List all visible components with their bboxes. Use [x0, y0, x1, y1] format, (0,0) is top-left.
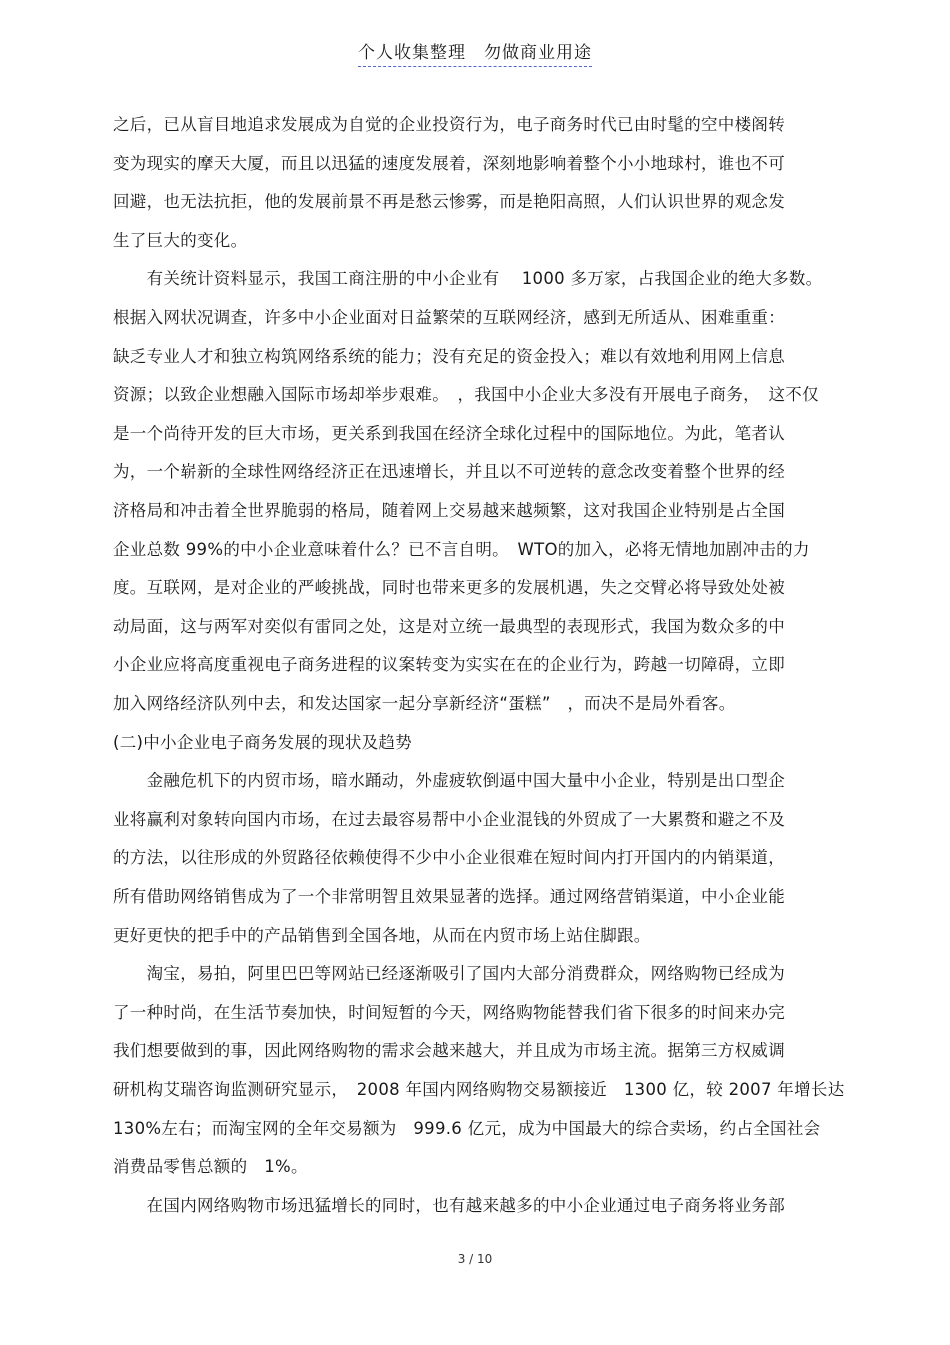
text-line: 为，一个崭新的全球性网络经济正在迅速增长，并且以不可逆转的意念改变着整个世界的经 — [113, 462, 785, 482]
text-line: 的方法，以往形成的外贸路径依赖使得不少中小企业很难在短时间内打开国内的内销渠道， — [113, 848, 785, 868]
text-line: 130%左右；而淘宝网的全年交易额为 999.6 亿元，成为中国最大的综合卖场，约占全国社会 — [113, 1118, 821, 1138]
text-line: 有关统计资料显示，我国工商注册的中小企业有 1000 多万家，占我国企业的绝大多数。 — [113, 269, 823, 289]
text-line: 了一种时尚，在生活节奏加快，时间短暂的今天，网络购物能替我们省下很多的时间来办完 — [113, 1002, 785, 1022]
text-line: 研机构艾瑞咨询监测研究显示， 2008 年国内网络购物交易额接近 1300 亿，较 2007 年增长达 — [113, 1080, 845, 1099]
text-line: 业将赢利对象转向国内市场，在过去最容易帮中小企业混钱的外贸成了一大累赘和避之不及 — [113, 809, 785, 829]
text-line: 我们想要做到的事，因此网络购物的需求会越来越大，并且成为市场主流。据第三方权威调 — [113, 1041, 785, 1061]
text-line: 所有借助网络销售成为了一个非常明智且效果显著的选择。通过网络营销渠道，中小企业能 — [113, 887, 785, 906]
text-line: 回避，也无法抗拒，他的发展前景不再是愁云惨雾，而是艳阳高照，人们认识世界的观念发 — [113, 192, 785, 212]
text-line: (二)中小企业电子商务发展的现状及趋势 — [113, 732, 413, 752]
page-number: 3 / 10 — [457, 1252, 493, 1266]
text-line: 淘宝，易拍，阿里巴巴等网站已经逐渐吸引了国内大部分消费群众，网络购物已经成为 — [113, 964, 785, 984]
text-line: 缺乏专业人才和独立构筑网络系统的能力；没有充足的资金投入；难以有效地利用网上信息 — [113, 346, 785, 366]
header-text: 个人收集整理 勿做商业用途 — [358, 43, 592, 67]
text-line: 变为现实的摩天大厦，而且以迅猛的速度发展着，深刻地影响着整个小小地球村，谁也不可 — [113, 153, 785, 173]
text-line: 根据入网状况调查，许多中小企业面对日益繁荣的互联网经济，感到无所适从、困难重重： — [113, 308, 785, 327]
text-line: 更好更快的把手中的产品销售到全国各地，从而在内贸市场上站住脚跟。 — [113, 925, 651, 945]
text-line: 之后，已从盲目地追求发展成为自觉的企业投资行为，电子商务时代已由时髦的空中楼阁转 — [113, 115, 785, 134]
text-line: 在国内网络购物市场迅猛增长的同时，也有越来越多的中小企业通过电子商务将业务部 — [113, 1195, 785, 1215]
text-line: 生了巨大的变化。 — [113, 230, 248, 250]
text-line: 消费品零售总额的 1%。 — [113, 1157, 308, 1177]
text-line: 度。互联网，是对企业的严峻挑战，同时也带来更多的发展机遇，失之交臂必将导致处处被 — [113, 578, 785, 598]
text-line: 资源；以致企业想融入国际市场却举步艰难。 ，我国中小企业大多没有开展电子商务， 这不仅 — [113, 385, 819, 405]
text-line: 金融危机下的内贸市场，暗水踊动，外虚疲软倒逼中国大量中小企业，特别是出口型企 — [113, 771, 785, 791]
text-line: 济格局和冲击着全世界脆弱的格局，随着网上交易越来越频繁，这对我国企业特别是占全国 — [113, 501, 785, 520]
text-line: 动局面，这与两军对奕似有雷同之处，这是对立统一最典型的表现形式，我国为数众多的中 — [113, 616, 785, 636]
text-line: 是一个尚待开发的巨大市场，更关系到我国在经济全球化过程中的国际地位。为此，笔者认 — [113, 423, 785, 443]
page-header — [0, 38, 950, 63]
text-line: 企业总数 99%的中小企业意味着什么？已不言自明。 WTO的加入，必将无情地加剧冲击的力 — [113, 539, 810, 559]
text-line: 加入网络经济队列中去，和发达国家一起分享新经济“蛋糕” ，而决不是局外看客。 — [113, 694, 736, 713]
text-line: 小企业应将高度重视电子商务进程的议案转变为实实在在的企业行为，跨越一切障碍，立即 — [113, 655, 785, 675]
